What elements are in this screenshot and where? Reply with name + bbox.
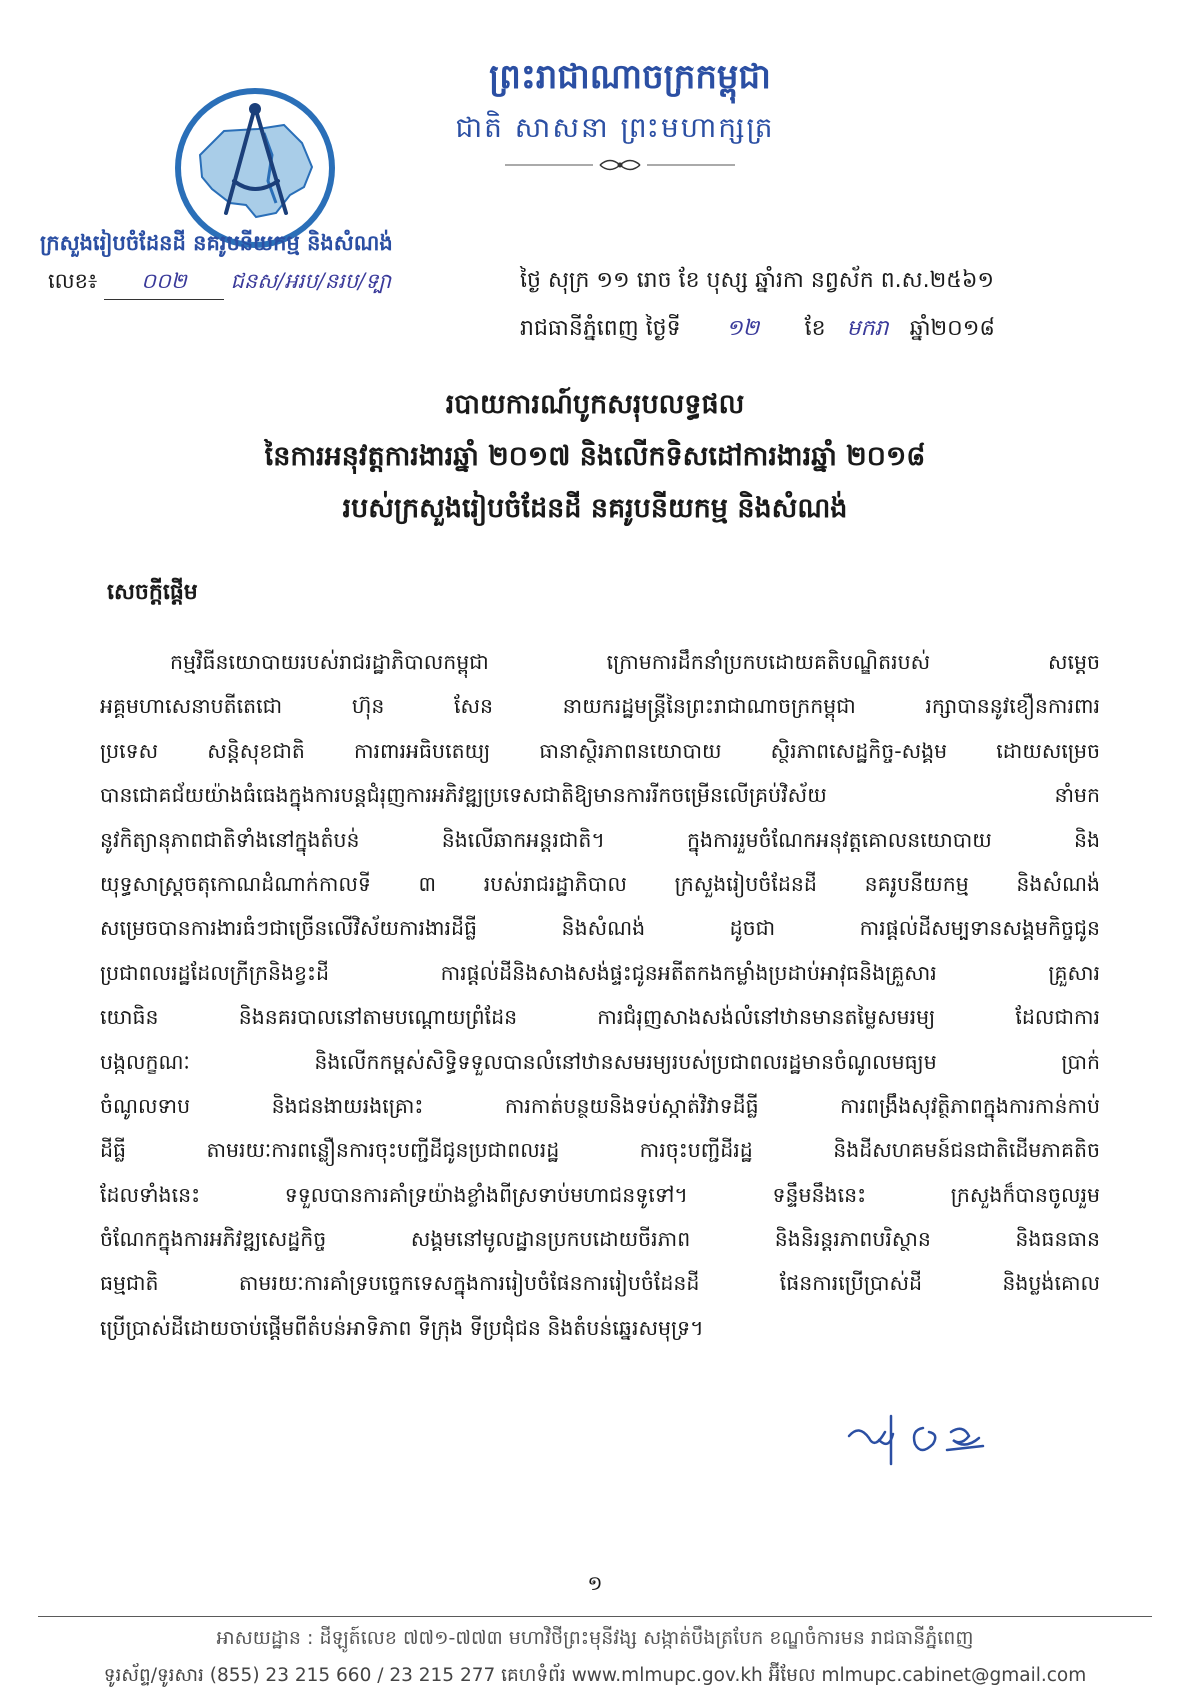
section-heading: សេចក្តីផ្តើម [107,580,198,605]
footer-contact: ទូរស័ព្ទ/ទូរសារ (855) 23 215 660 / 23 215 277 គេហទំព័រ www.mlmupc.gov.kh អ៊ីមែល mlmupc.cabinet@gmail.com [103,1665,1087,1686]
solar-month: មករា [846,316,889,341]
paragraph-line: ចំណូលទាប និងជនងាយរងគ្រោះ ការកាត់បន្ថយនិងទប់ស្កាត់វិវាទដីធ្លី ការពង្រឹងសុវត្ថិភាពក្នុងការកាន់កាប់ [100,1093,1100,1118]
paragraph-line: ដែលទាំងនេះ ទទួលបានការគាំទ្រយ៉ាងខ្លាំងពីស្រទាប់មហាជនទូទៅ។ ទន្ទឹមនឹងនេះ ក្រសួងក៏បានចូលរួម [100,1182,1100,1207]
paragraph-line: ដីធ្លី តាមរយៈការពន្លឿនការចុះបញ្ជីដីជូនប្រជាពលរដ្ឋ ការចុះបញ្ជីដីរដ្ឋ និងដីសហគមន៍ជនជាតិដើមភាគតិច [100,1138,1100,1163]
paragraph-line: សម្រេចបានការងារធំៗជាច្រើនលើវិស័យការងារដីធ្លី និងសំណង់ ដូចជា ការផ្តល់ដីសម្បទានសង្គមកិច្ចជូន [100,916,1100,941]
ministry-name: ក្រសួងរៀបចំដែនដី នគរូបនីយកម្ម និងសំណង់ [40,231,393,255]
ref-code: ជនស/អរប/នរប/ទ្បា [230,269,392,293]
ref-number: ០០២ [141,269,187,293]
paragraph-line: ធម្មជាតិ តាមរយៈការគាំទ្របច្ចេកទេសក្នុងការរៀបចំផែនការរៀបចំដែនដី ផែនការប្រើប្រាស់ដី និងប្លង់គោល [100,1271,1100,1296]
solar-day: ១២ [725,316,760,341]
solar-month-label: ខែ [804,316,826,341]
kingdom-title: ព្រះរាជាណាចក្រកម្ពុជា [489,57,771,97]
paragraph-line: ប្រជាពលរដ្ឋដែលក្រីក្រនិងខ្វះដី ការផ្តល់ដីនិងសាងសង់ផ្ទះជូនអតីតកងកម្លាំងប្រដាប់អាវុធនិងគ្រួសារ គ្រួសារ [100,960,1100,985]
ref-label: លេខ៖ [48,269,98,293]
paragraph-line: យុទ្ធសាស្ត្រចតុកោណដំណាក់កាលទី ៣ របស់រាជរដ្ឋាភិបាល ក្រសួងរៀបចំដែនដី នគរូបនីយកម្ម និងសំណង់ [100,871,1100,896]
paragraph-line: ចំណែកក្នុងការអភិវឌ្ឍសេដ្ឋកិច្ច សង្គមនៅមូលដ្ឋានប្រកបដោយចីរភាព និងនិរន្តរភាពបរិស្ថាន និងធនធាន [100,1227,1100,1252]
paragraph-line: កម្មវិធីនយោបាយរបស់រាជរដ្ឋាភិបាលកម្ពុជា ក្រោមការដឹកនាំប្រកបដោយគតិបណ្ឌិតរបស់ សម្តេច [170,650,1100,674]
lunar-date: ថ្ងៃ សុក្រ ១១ រោច ខែ បុស្ស ឆ្នាំរកា នព្វស័ក ព.ស.២៥៦១ [520,268,995,293]
ministry-logo [172,85,338,251]
footer-address: អាសយដ្ឋាន : ដីឡូត៍លេខ ៧៧១-៧៧៣ មហាវិថីព្រះមុនីវង្ស សង្កាត់បឹងត្របែក ខណ្ឌចំការមន រាជធានីភ្នំពេញ [216,1627,974,1649]
page-number: ១ [587,1571,603,1595]
paragraph-line: បានជោគជ័យយ៉ាងធំធេងក្នុងការបន្តជំរុញការអភិវឌ្ឍប្រទេសជាតិឱ្យមានការរីកចម្រើនលើគ្រប់វិស័យ នាំមក [100,783,1100,808]
national-motto: ជាតិ សាសនា ព្រះមហាក្សត្រ [455,111,775,144]
paragraph-line: នូវកិត្យានុភាពជាតិទាំងនៅក្នុងតំបន់ និងលើឆាកអន្តរជាតិ។ ក្នុងការរួមចំណែកអនុវត្តគោលនយោបាយ និង [100,827,1100,852]
report-title-line-1: របាយការណ៍បូកសរុបលទ្ធផល [445,389,745,420]
ornament-divider [505,156,735,174]
paragraph-line: ប្រទេស សន្តិសុខជាតិ ការពារអធិបតេយ្យ ធានាស្ថិរភាពនយោបាយ ស្ថិរភាពសេដ្ឋកិច្ច-សង្គម ដោយសម្រេច [100,738,1100,763]
report-title-line-3: របស់ក្រសួងរៀបចំដែនដី នគរូបនីយកម្ម និងសំណង់ [342,493,848,524]
footer-divider [38,1616,1152,1617]
intro-paragraph [100,640,1100,1350]
handwritten-initials [845,1410,995,1470]
paragraph-line: បង្កលក្ខណៈ និងលើកកម្ពស់សិទ្ធិទទួលបានលំនៅឋានសមរម្យរបស់ប្រជាពលរដ្ឋមានចំណូលមធ្យម ប្រាក់ [100,1049,1100,1074]
solar-date [520,314,1160,346]
report-title-line-2: នៃការអនុវត្តការងារឆ្នាំ ២០១៧ និងលើកទិសដៅការងារឆ្នាំ ២០១៨ [264,441,926,472]
solar-year: ឆ្នាំ២០១៨ [909,316,995,341]
paragraph-line: យោធិន និងនគរបាលនៅតាមបណ្តោយព្រំដែន ការជំរុញសាងសង់លំនៅឋានមានតម្លៃសមរម្យ ដែលជាការ [100,1005,1100,1030]
solar-place: រាជធានីភ្នំពេញ ថ្ងៃទី [520,316,681,341]
paragraph-line: ប្រើប្រាស់ដីដោយចាប់ផ្តើមពីតំបន់អាទិភាព ទីក្រុង ទីប្រជុំជន និងតំបន់ឆ្នេរសមុទ្រ។ [100,1315,704,1340]
paragraph-line: អគ្គមហាសេនាបតីតេជោ ហ៊ុន សែន នាយករដ្ឋមន្ត្រីនៃព្រះរាជាណាចក្រកម្ពុជា រក្សាបាននូវខឿនការពារ [100,694,1100,719]
reference-line [48,268,518,300]
